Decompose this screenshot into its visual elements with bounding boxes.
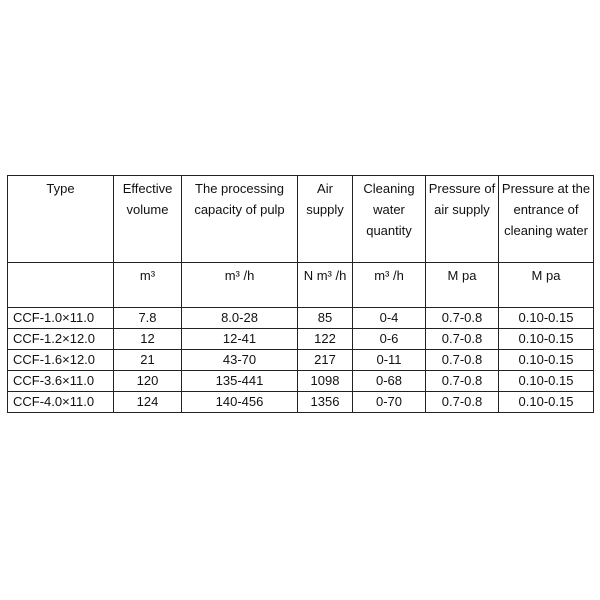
cell-value: 12 [114,329,182,350]
table-row [8,371,594,392]
table-row [8,308,594,329]
header-row [8,176,594,263]
unit-cell: m³ [114,263,182,308]
spec-table [7,175,594,413]
table-row [8,350,594,371]
unit-cell: M pa [499,263,594,308]
header-water-pressure: Pressure at the entrance of cleaning water [499,176,594,263]
cell-value: 217 [298,350,353,371]
header-air-supply: Air supply [298,176,353,263]
unit-cell: M pa [426,263,499,308]
table-row [8,392,594,413]
header-processing-capacity: The processing capacity of pulp [182,176,298,263]
cell-type: CCF-1.2×12.0 [8,329,114,350]
spec-table-container [7,175,593,413]
units-row [8,263,594,308]
cell-value: 0.7-0.8 [426,392,499,413]
unit-cell: m³ /h [182,263,298,308]
cell-value: 0.10-0.15 [499,308,594,329]
unit-cell [8,263,114,308]
cell-value: 140-456 [182,392,298,413]
unit-cell: m³ /h [353,263,426,308]
cell-value: 8.0-28 [182,308,298,329]
header-effective-volume: Effective volume [114,176,182,263]
cell-value: 0.7-0.8 [426,371,499,392]
cell-value: 21 [114,350,182,371]
cell-value: 0-70 [353,392,426,413]
cell-value: 135-441 [182,371,298,392]
header-air-pressure: Pressure of air supply [426,176,499,263]
cell-value: 0.10-0.15 [499,392,594,413]
cell-value: 12-41 [182,329,298,350]
cell-value: 0-6 [353,329,426,350]
cell-value: 122 [298,329,353,350]
cell-value: 43-70 [182,350,298,371]
cell-type: CCF-4.0×11.0 [8,392,114,413]
cell-value: 0-11 [353,350,426,371]
cell-type: CCF-3.6×11.0 [8,371,114,392]
cell-value: 120 [114,371,182,392]
cell-value: 0-68 [353,371,426,392]
cell-value: 1098 [298,371,353,392]
unit-cell: N m³ /h [298,263,353,308]
cell-type: CCF-1.0×11.0 [8,308,114,329]
cell-value: 0.7-0.8 [426,329,499,350]
cell-value: 0.10-0.15 [499,371,594,392]
cell-value: 0.10-0.15 [499,329,594,350]
cell-value: 7.8 [114,308,182,329]
cell-value: 0.7-0.8 [426,350,499,371]
cell-value: 0-4 [353,308,426,329]
cell-value: 0.7-0.8 [426,308,499,329]
cell-value: 124 [114,392,182,413]
cell-value: 0.10-0.15 [499,350,594,371]
cell-type: CCF-1.6×12.0 [8,350,114,371]
header-cleaning-water-quantity: Cleaning water quantity [353,176,426,263]
header-type: Type [8,176,114,263]
cell-value: 1356 [298,392,353,413]
table-row [8,329,594,350]
cell-value: 85 [298,308,353,329]
